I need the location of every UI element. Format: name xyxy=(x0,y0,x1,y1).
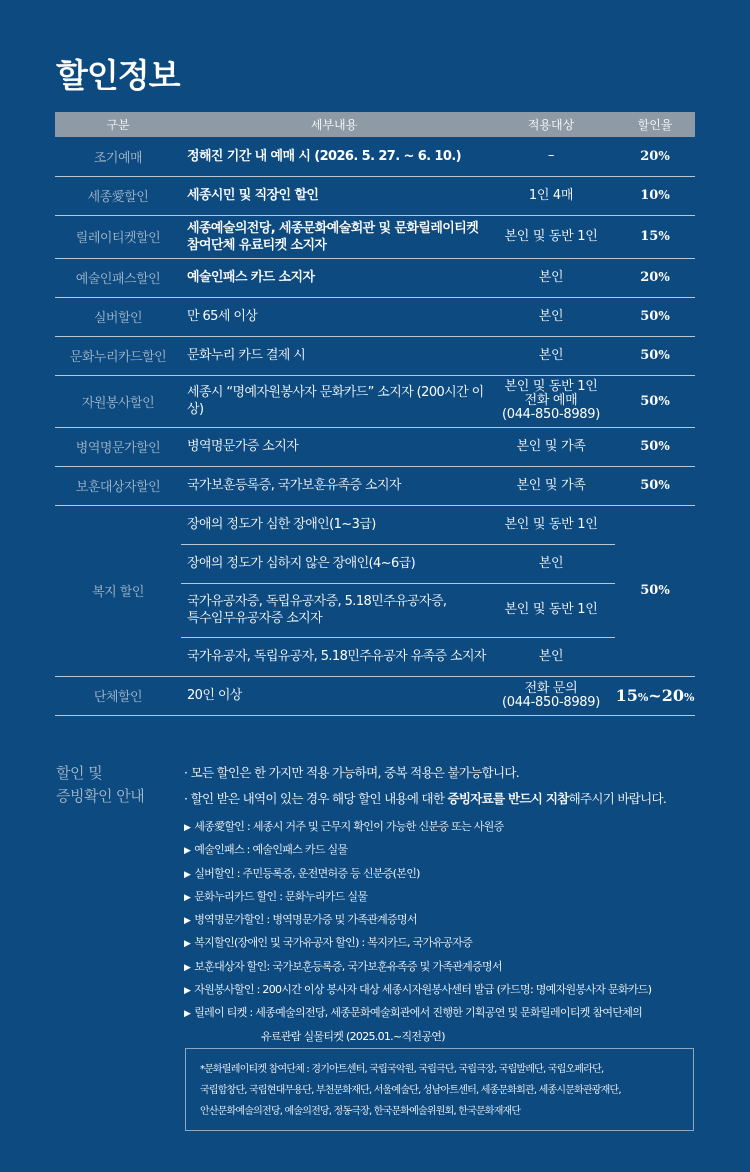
welfare-detail: 국가유공자, 독립유공자, 5.18민주유공자 유족증 소지자 xyxy=(181,637,487,676)
welfare-target: 본인 및 동반 1인 xyxy=(487,583,615,637)
guide-item-text: 보훈대상자 할인: 국가보훈등록증, 국가보훈유족증 및 가족관계증명서 xyxy=(194,959,502,973)
guide-item xyxy=(184,839,724,862)
page-title: 할인정보 xyxy=(56,56,180,95)
table-row xyxy=(55,258,695,297)
guide-item xyxy=(184,909,724,932)
row-detail: 만 65세 이상 xyxy=(181,297,487,336)
row-target-line: 본인 및 동반 1인 xyxy=(504,379,598,394)
row-detail: 정해진 기간 내 예매 시 (2026. 5. 27. ~ 6. 10.) xyxy=(181,137,487,176)
table-row xyxy=(55,176,695,215)
guide-item xyxy=(184,816,724,839)
header-rate: 할인율 xyxy=(615,112,695,137)
row-rate: 50% xyxy=(615,297,695,336)
welfare-target: 본인 xyxy=(487,637,615,676)
row-category: 세종愛할인 xyxy=(55,176,181,215)
guide-item-text: 실버할인 : 주민등록증, 운전면허증 등 신분증(본인) xyxy=(194,866,420,880)
row-category: 보훈대상자할인 xyxy=(55,466,181,505)
welfare-category: 복지 할인 xyxy=(55,505,181,676)
arrow-icon: ▶ xyxy=(184,846,191,857)
bullet-text: 할인 받은 내역이 있는 경우 해당 할인 내용에 대한 xyxy=(190,791,448,806)
row-target-line: (044-850-8989) xyxy=(501,407,601,422)
row-category: 병역명문가할인 xyxy=(55,427,181,466)
row-rate: 15% xyxy=(615,215,695,258)
welfare-target: 본인 및 동반 1인 xyxy=(487,505,615,544)
guide-item-text: 자원봉사할인 : 200시간 이상 봉사자 대상 세종시자원봉사센터 발급 (카드명: 명예자원봉사자 문화카드) xyxy=(194,983,652,997)
arrow-icon: ▶ xyxy=(184,1009,191,1020)
row-target: 본인 및 가족 xyxy=(487,427,615,466)
table-row xyxy=(55,427,695,466)
note-line: *문화릴레이티켓 참여단체 : 경기아트센터, 국립국악원, 국립극단, 국립극장, 국립발레단, 국립오페라단, xyxy=(200,1064,604,1075)
row-detail: 문화누리 카드 결제 시 xyxy=(181,336,487,375)
guide-item-text: 예술인패스 : 예술인패스 카드 실물 xyxy=(194,843,348,857)
row-target: 본인 및 동반 1인 xyxy=(487,215,615,258)
guide-item xyxy=(184,932,724,955)
row-rate: 50% xyxy=(615,466,695,505)
bullet-mark: · xyxy=(184,791,188,806)
row-target: 본인 xyxy=(487,297,615,336)
row-rate: 50% xyxy=(615,375,695,427)
row-target-line: 전화 예매 xyxy=(524,393,578,408)
row-rate: 50% xyxy=(615,336,695,375)
row-target xyxy=(487,676,615,715)
row-detail-line: 세종예술의전당, 세종문화예술회관 및 문화릴레이티켓 xyxy=(187,220,479,236)
row-detail: 국가보훈등록증, 국가보훈유족증 소지자 xyxy=(181,466,487,505)
row-detail: 20인 이상 xyxy=(181,676,487,715)
guide-heading-line: 할인 및 xyxy=(56,764,103,782)
table-row xyxy=(55,215,695,258)
table-row xyxy=(55,375,695,427)
row-category: 자원봉사할인 xyxy=(55,375,181,427)
row-rate: 20% xyxy=(615,137,695,176)
table-row xyxy=(55,466,695,505)
welfare-row xyxy=(55,505,695,544)
note-line: 안산문화예술의전당, 예술의전당, 정동극장, 한국문화예술위원회, 한국문화재재단 xyxy=(200,1106,521,1117)
row-category: 문화누리카드할인 xyxy=(55,336,181,375)
row-category: 단체할인 xyxy=(55,676,181,715)
row-category: 릴레이티켓할인 xyxy=(55,215,181,258)
table-row xyxy=(55,137,695,176)
arrow-icon: ▶ xyxy=(184,823,191,833)
row-target: 본인 xyxy=(487,258,615,297)
guide-item xyxy=(184,979,724,1002)
guide-item xyxy=(184,886,724,909)
guide-bullet xyxy=(184,760,724,786)
row-target: 1인 4매 xyxy=(487,176,615,215)
bullet-strong-text: 증빙자료를 반드시 지참 xyxy=(447,791,569,806)
row-detail: 예술인패스 카드 소지자 xyxy=(181,258,487,297)
welfare-detail-line: 국가유공자증, 독립유공자증, 5.18민주유공자증, xyxy=(187,594,447,609)
row-target-line: 전화 문의 xyxy=(524,680,578,696)
arrow-icon: ▶ xyxy=(184,916,191,927)
welfare-detail xyxy=(181,583,487,637)
arrow-icon: ▶ xyxy=(184,939,191,950)
row-target-line: (044-850-8989) xyxy=(501,694,601,710)
welfare-detail-line: 특수임무유공자증 소지자 xyxy=(187,611,323,626)
arrow-icon: ▶ xyxy=(184,892,191,903)
row-detail xyxy=(181,215,487,258)
welfare-target: 본인 xyxy=(487,544,615,583)
row-target: 본인 xyxy=(487,336,615,375)
relay-ticket-note xyxy=(185,1048,694,1131)
table-row xyxy=(55,676,695,715)
row-category: 실버할인 xyxy=(55,297,181,336)
row-detail: 병역명문가증 소지자 xyxy=(181,427,487,466)
bullet-text: 해주시기 바랍니다. xyxy=(568,791,667,806)
bullet-mark: · xyxy=(184,765,188,780)
guide-item-continued: 유료관람 실물티켓 (2025.01.~직전공연) xyxy=(261,1029,445,1043)
row-rate: 15%~20% xyxy=(615,676,695,715)
header-detail: 세부내용 xyxy=(181,112,487,137)
guide-item-text: 세종愛할인 : 세종시 거주 및 근무지 확인이 가능한 신분증 또는 사원증 xyxy=(194,820,504,833)
guide-content xyxy=(184,760,724,1047)
row-rate: 50% xyxy=(615,427,695,466)
table-row xyxy=(55,297,695,336)
row-detail-line: 참여단체 유료티켓 소지자 xyxy=(187,237,327,253)
welfare-rate: 50% xyxy=(615,505,695,676)
guide-item xyxy=(184,1002,724,1025)
table-header-row xyxy=(55,112,695,137)
guide-bullet xyxy=(184,786,724,812)
arrow-icon: ▶ xyxy=(184,962,191,973)
row-category: 조기예매 xyxy=(55,137,181,176)
row-rate: 20% xyxy=(615,258,695,297)
welfare-detail: 장애의 정도가 심하지 않은 장애인(4~6급) xyxy=(181,544,487,583)
welfare-detail: 장애의 정도가 심한 장애인(1~3급) xyxy=(181,505,487,544)
guide-item-text: 문화누리카드 할인 : 문화누리카드 실물 xyxy=(194,889,368,903)
row-category: 예술인패스할인 xyxy=(55,258,181,297)
note-line: 국립합창단, 국립현대무용단, 부천문화재단, 서울예술단, 성남아트센터, 세종문화회관, 세종시문화관광재단, xyxy=(200,1085,621,1096)
row-target: 본인 및 가족 xyxy=(487,466,615,505)
bullet-text: 모든 할인은 한 가지만 적용 가능하며, 중복 적용은 불가능합니다. xyxy=(190,765,520,780)
header-category: 구분 xyxy=(55,112,181,137)
guide-heading xyxy=(56,762,144,808)
discount-table xyxy=(55,112,695,716)
row-detail: 세종시민 및 직장인 할인 xyxy=(181,176,487,215)
row-target xyxy=(487,375,615,427)
row-target: – xyxy=(487,137,615,176)
row-detail: 세종시 “명예자원봉사자 문화카드” 소지자 (200시간 이상) xyxy=(181,375,487,427)
guide-item-text: 릴레이 티켓 : 세종예술의전당, 세종문화예술회관에서 진행한 기획공연 및 문화릴레이티켓 참여단체의 xyxy=(194,1006,643,1020)
guide-item-text: 병역명문가할인 : 병역명문가증 및 가족관계증명서 xyxy=(194,913,417,927)
guide-item xyxy=(184,863,724,886)
header-target: 적용대상 xyxy=(487,112,615,137)
guide-heading-line: 증빙확인 안내 xyxy=(56,787,145,805)
guide-item-text: 복지할인(장애인 및 국가유공자 할인) : 복지카드, 국가유공자증 xyxy=(194,936,473,950)
row-rate: 10% xyxy=(615,176,695,215)
table-row xyxy=(55,336,695,375)
arrow-icon: ▶ xyxy=(184,986,191,997)
arrow-icon: ▶ xyxy=(184,869,191,880)
guide-item xyxy=(184,956,724,979)
